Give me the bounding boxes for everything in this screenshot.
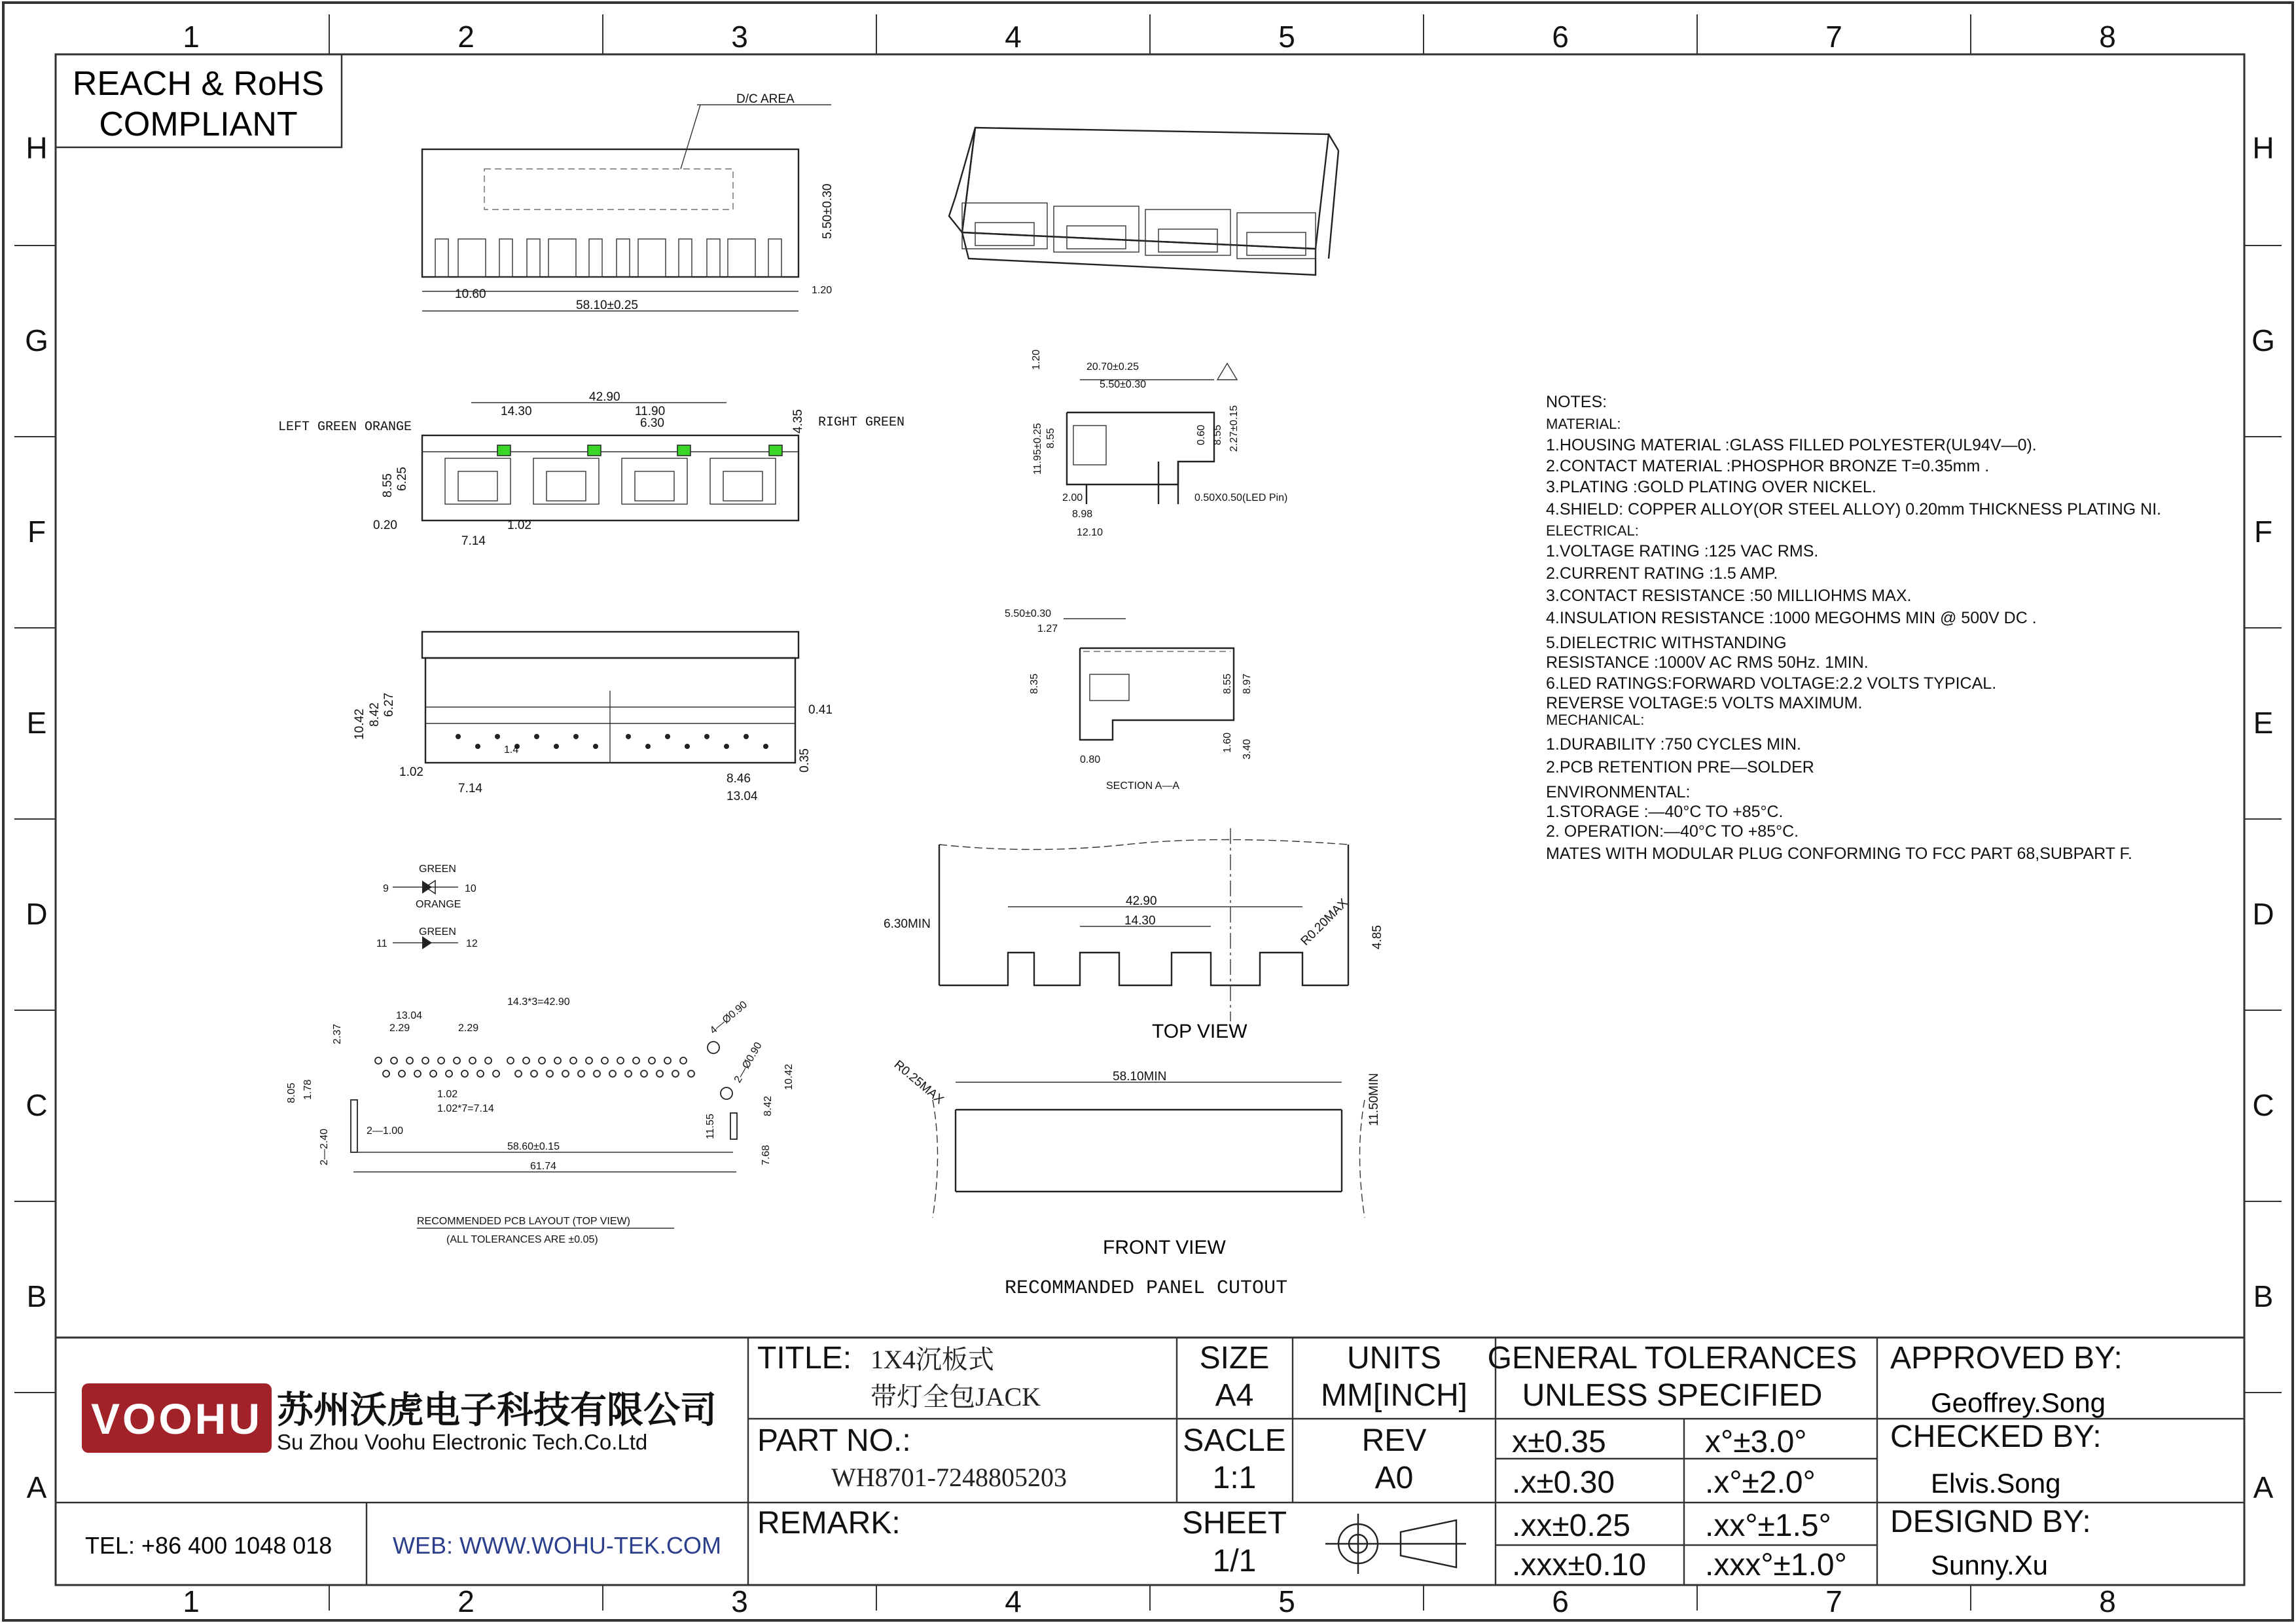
- schematic-green-1: GREEN: [419, 864, 456, 875]
- compliance-line-2: COMPLIANT: [99, 105, 298, 143]
- zone-labels-left: [25, 131, 48, 1504]
- zone-col-8-bottom: 8: [2099, 1584, 2116, 1618]
- designed-by: Sunny.Xu: [1931, 1550, 2049, 1580]
- dim-0-80: 0.80: [1080, 754, 1101, 765]
- pcb-dim-2-2-40: 2—2.40: [319, 1128, 330, 1165]
- notes-line-19: 2. OPERATION:—40°C TO +85°C.: [1546, 822, 1799, 841]
- units-value: MM[INCH]: [1321, 1378, 1467, 1413]
- zone-col-7-bottom: 7: [1825, 1584, 1842, 1618]
- notes-heading: NOTES:: [1546, 393, 1607, 411]
- title-line-1: 1X4沉板式: [870, 1345, 994, 1374]
- sheet-value: 1/1: [1212, 1544, 1257, 1578]
- notes-line-16: 2.PCB RETENTION PRE—SOLDER: [1546, 758, 1814, 776]
- tolerance-linear-0: x±0.35: [1512, 1425, 1606, 1459]
- notes-line-10: 5.DIELECTRIC WITHSTANDING: [1546, 634, 1787, 652]
- panel-dim-6-30: 6.30MIN: [884, 917, 931, 931]
- zone-row-d: D: [26, 897, 48, 931]
- part-no-label: PART NO.:: [757, 1423, 911, 1458]
- view-rear: [353, 632, 833, 803]
- title-line-2: 带灯全包JACK: [870, 1382, 1041, 1412]
- notes-line-7: 2.CURRENT RATING :1.5 AMP.: [1546, 564, 1778, 583]
- checked-by: Elvis.Song: [1931, 1468, 2061, 1499]
- rev-value: A0: [1374, 1461, 1414, 1495]
- panel-dim-14-30: 14.30: [1124, 914, 1156, 928]
- dim-14-30-a: 14.30: [501, 405, 532, 418]
- zone-labels-right: [2251, 131, 2275, 1504]
- designed-label: DESIGND BY:: [1890, 1504, 2091, 1539]
- zone-row-g: G: [25, 323, 48, 357]
- approved-by: Geoffrey.Song: [1931, 1387, 2106, 1418]
- zone-row-h: H: [26, 131, 48, 165]
- section-label: SECTION A—A: [1106, 780, 1180, 792]
- company-tel: TEL: +86 400 1048 018: [85, 1532, 332, 1559]
- title-label: TITLE:: [757, 1341, 852, 1376]
- tolerance-angular-3: .xxx°±1.0°: [1705, 1548, 1847, 1582]
- zone-row-e: E: [26, 706, 47, 740]
- view-panel-top: [884, 828, 1384, 1042]
- dim-8-98: 8.98: [1072, 509, 1093, 520]
- zone-col-3-bottom: 3: [731, 1584, 748, 1618]
- checked-label: CHECKED BY:: [1890, 1419, 2102, 1454]
- zone-row-b: B: [26, 1279, 47, 1313]
- notes-line-6: 1.VOLTAGE RATING :125 VAC RMS.: [1546, 542, 1819, 560]
- outer-border: [3, 3, 2293, 1620]
- dim-1-20-top: 1.20: [812, 285, 833, 296]
- zone-row-e-right: E: [2253, 706, 2274, 740]
- dim-8-46: 8.46: [726, 772, 751, 786]
- led-green-1: [497, 445, 511, 456]
- zone-row-c-right: C: [2252, 1088, 2274, 1122]
- pcb-dim-2-1-00: 2—1.00: [367, 1125, 404, 1137]
- tolerance-linear-2: .xx±0.25: [1512, 1508, 1631, 1543]
- led-green-2: [588, 445, 601, 456]
- zone-col-7: 7: [1825, 20, 1842, 54]
- size-value: A4: [1215, 1378, 1254, 1413]
- pin-1-4-label: 1.4: [504, 744, 519, 756]
- dim-8-35: 8.35: [1029, 673, 1040, 694]
- notes-line-12: 6.LED RATINGS:FORWARD VOLTAGE:2.2 VOLTS TYPICAL.: [1546, 674, 1997, 693]
- dim-2-00: 2.00: [1062, 492, 1083, 503]
- view-front-leds: [278, 390, 905, 548]
- notes-line-17: ENVIRONMENTAL:: [1546, 783, 1691, 801]
- notes-line-15: 1.DURABILITY :750 CYCLES MIN.: [1546, 735, 1801, 754]
- schematic-pin-11: 11: [376, 938, 387, 949]
- left-led-label: LEFT GREEN ORANGE: [278, 420, 412, 435]
- compliance-line-1: REACH & RoHS: [72, 65, 325, 103]
- scale-label: SACLE: [1183, 1423, 1286, 1458]
- tolerance-angular-2: .xx°±1.5°: [1705, 1508, 1831, 1543]
- zone-col-1: 1: [183, 20, 200, 54]
- panel-dim-42-90: 42.90: [1126, 894, 1157, 908]
- pcb-dim-42-90: 14.3*3=42.90: [507, 996, 570, 1008]
- part-no-value: WH8701-7248805203: [831, 1463, 1067, 1492]
- pcb-dim-7-14: 1.02*7=7.14: [437, 1103, 494, 1114]
- dim-6-25: 6.25: [395, 467, 409, 491]
- dim-0-41: 0.41: [808, 703, 833, 717]
- dim-58-10: 58.10±0.25: [576, 299, 638, 312]
- notes-line-0: MATERIAL:: [1546, 416, 1621, 432]
- panel-top-label: TOP VIEW: [1152, 1021, 1247, 1042]
- dim-5-50-side: 5.50±0.30: [1100, 379, 1147, 390]
- dim-6-27: 6.27: [382, 693, 396, 717]
- dim-10-42-rear: 10.42: [353, 708, 367, 740]
- zone-col-2-bottom: 2: [457, 1584, 475, 1618]
- zone-row-f-right: F: [2253, 515, 2273, 549]
- zone-row-h-right: H: [2252, 131, 2274, 165]
- zone-col-3: 3: [731, 20, 748, 54]
- tolerance-angular-1: .x°±2.0°: [1705, 1465, 1816, 1500]
- company-name-cn: 苏州沃虎电子科技有限公司: [277, 1389, 717, 1431]
- zone-col-4-bottom: 4: [1005, 1584, 1022, 1618]
- led-green-4: [769, 445, 782, 456]
- notes-line-18: 1.STORAGE :—40°C TO +85°C.: [1546, 803, 1784, 821]
- led-indicators: [497, 445, 782, 456]
- view-isometric: [949, 128, 1338, 275]
- projection-symbol-icon: [1325, 1514, 1466, 1574]
- dim-10-60: 10.60: [455, 287, 486, 301]
- panel-dim-4-85: 4.85: [1371, 925, 1384, 949]
- company-name-en: Su Zhou Voohu Electronic Tech.Co.Ltd: [277, 1430, 648, 1454]
- zone-row-c: C: [26, 1088, 48, 1122]
- tolerance-heading-2: UNLESS SPECIFIED: [1522, 1378, 1823, 1413]
- schematic-pin-12: 12: [466, 938, 478, 949]
- pcb-layout-subtitle: (ALL TOLERANCES ARE ±0.05): [446, 1234, 598, 1245]
- zone-col-2: 2: [457, 20, 475, 54]
- zone-row-f: F: [27, 515, 46, 549]
- zone-row-a: A: [26, 1470, 47, 1504]
- view-pcb-layout: [286, 996, 795, 1245]
- zone-row-b-right: B: [2253, 1279, 2274, 1313]
- notes-line-20: MATES WITH MODULAR PLUG CONFORMING TO FCC PART 68,SUBPART F.: [1546, 845, 2132, 863]
- dim-11-90: 11.90: [635, 405, 666, 418]
- notes-line-13: REVERSE VOLTAGE:5 VOLTS MAXIMUM.: [1546, 694, 1863, 712]
- rev-label: REV: [1361, 1423, 1427, 1458]
- pcb-dim-11-55: 11.55: [705, 1114, 716, 1139]
- company-web: WEB: WWW.WOHU-TEK.COM: [393, 1532, 721, 1559]
- panel-dim-11-50: 11.50MIN: [1367, 1073, 1381, 1126]
- dim-0-35: 0.35: [798, 748, 812, 773]
- dim-13-04: 13.04: [726, 790, 758, 803]
- dim-led-pin: 0.50X0.50(LED Pin): [1194, 492, 1288, 503]
- dim-20-70: 20.70±0.25: [1086, 361, 1139, 373]
- pcb-dim-58-60: 58.60±0.15: [507, 1141, 560, 1152]
- dim-3-40: 3.40: [1242, 739, 1253, 759]
- pcb-dim-10-42: 10.42: [783, 1063, 795, 1090]
- zone-col-5: 5: [1278, 20, 1295, 54]
- remark-label: REMARK:: [757, 1506, 901, 1541]
- zone-col-8: 8: [2099, 20, 2116, 54]
- notes-line-9: 4.INSULATION RESISTANCE :1000 MEGOHMS MIN @ 500V DC .: [1546, 609, 2037, 627]
- right-led-label: RIGHT GREEN: [818, 415, 905, 430]
- dim-0-60: 0.60: [1196, 424, 1207, 445]
- notes-block: [1546, 393, 2161, 863]
- view-housing-top: [422, 92, 834, 312]
- schematic-green-2: GREEN: [419, 926, 456, 938]
- approved-label: APPROVED BY:: [1890, 1341, 2123, 1376]
- dim-2-27: 2.27±0.15: [1229, 405, 1240, 452]
- zone-col-4: 4: [1005, 20, 1022, 54]
- zone-row-a-right: A: [2253, 1470, 2274, 1504]
- dim-8-55-section: 8.55: [1222, 673, 1233, 694]
- dim-1-20-side: 1.20: [1031, 349, 1042, 370]
- pcb-dim-4-holes: 4—Ø0.90: [708, 999, 750, 1037]
- tolerance-linear-3: .xxx±0.10: [1512, 1548, 1647, 1582]
- notes-line-5: ELECTRICAL:: [1546, 522, 1639, 539]
- dim-1-02-rear: 1.02: [399, 765, 423, 779]
- dim-6-30: 6.30: [640, 416, 664, 430]
- notes-line-1: 1.HOUSING MATERIAL :GLASS FILLED POLYESTER(UL94V—0).: [1546, 436, 2037, 454]
- notes-line-3: 3.PLATING :GOLD PLATING OVER NICKEL.: [1546, 478, 1876, 496]
- pcb-dim-7-68: 7.68: [761, 1144, 772, 1165]
- schematic-orange: ORANGE: [416, 899, 461, 910]
- dim-8-55-a: 8.55: [381, 473, 395, 498]
- dim-5-50-section: 5.50±0.30: [1005, 608, 1052, 619]
- size-label: SIZE: [1199, 1341, 1270, 1376]
- panel-dim-r025: R0.25MAX: [891, 1057, 946, 1107]
- pcb-dim-8-42: 8.42: [762, 1095, 774, 1116]
- dim-4-35: 4.35: [791, 409, 805, 433]
- scale-value: 1:1: [1212, 1461, 1257, 1495]
- zone-col-5-bottom: 5: [1278, 1584, 1295, 1618]
- view-panel-front: [891, 1058, 1381, 1300]
- led-schematic: [376, 864, 478, 949]
- panel-cutout-caption: RECOMMANDED PANEL CUTOUT: [1005, 1277, 1288, 1300]
- view-section-aa: [1005, 608, 1253, 792]
- notes-line-8: 3.CONTACT RESISTANCE :50 MILLIOHMS MAX.: [1546, 587, 1912, 605]
- dim-7-14-a: 7.14: [461, 534, 486, 548]
- dim-0-20: 0.20: [373, 519, 397, 532]
- schematic-pin-10: 10: [465, 883, 476, 894]
- zone-col-6: 6: [1552, 20, 1569, 54]
- dim-12-10: 12.10: [1077, 527, 1103, 538]
- voohu-logo-text: VOOHU: [90, 1395, 263, 1443]
- pcb-dim-2-holes: 2—Ø0.90: [732, 1040, 764, 1085]
- dim-5-50: 5.50±0.30: [821, 183, 834, 239]
- pcb-dim-2-29-b: 2.29: [458, 1023, 479, 1034]
- pcb-layout-title: RECOMMENDED PCB LAYOUT (TOP VIEW): [417, 1216, 630, 1227]
- dim-42-90-a: 42.90: [589, 390, 620, 404]
- dc-area-label: D/C AREA: [736, 92, 795, 106]
- dim-8-55-side-b: 8.55: [1212, 424, 1223, 445]
- tolerance-linear-1: .x±0.30: [1512, 1465, 1615, 1500]
- title-block: [56, 1338, 2244, 1585]
- zone-row-g-right: G: [2251, 323, 2275, 357]
- dim-11-95: 11.95±0.25: [1032, 423, 1043, 475]
- view-side: [1031, 350, 1287, 538]
- zone-col-6-bottom: 6: [1552, 1584, 1569, 1618]
- dim-8-97: 8.97: [1242, 673, 1253, 694]
- tolerance-heading-1: GENERAL TOLERANCES: [1487, 1341, 1857, 1376]
- dim-1-60: 1.60: [1222, 732, 1233, 753]
- panel-dim-r020: R0.20MAX: [1298, 896, 1351, 949]
- notes-line-11: RESISTANCE :1000V AC RMS 50Hz. 1MIN.: [1546, 653, 1869, 672]
- pcb-dim-13-04: 13.04: [396, 1010, 423, 1021]
- panel-front-label: FRONT VIEW: [1103, 1237, 1226, 1258]
- dim-1-02-a: 1.02: [507, 519, 531, 532]
- dim-8-55-side: 8.55: [1045, 428, 1056, 448]
- dim-7-14-rear: 7.14: [458, 782, 482, 795]
- tolerance-angular-0: x°±3.0°: [1705, 1425, 1807, 1459]
- pcb-dim-2-29-a: 2.29: [389, 1023, 410, 1034]
- pcb-dim-2-37: 2.37: [332, 1023, 343, 1044]
- led-green-3: [677, 445, 691, 456]
- notes-line-2: 2.CONTACT MATERIAL :PHOSPHOR BRONZE T=0.35mm .: [1546, 457, 1990, 475]
- units-label: UNITS: [1347, 1341, 1441, 1376]
- schematic-pin-9: 9: [383, 883, 389, 894]
- pcb-dim-1-02: 1.02: [437, 1089, 458, 1100]
- pcb-dim-8-05: 8.05: [286, 1082, 297, 1103]
- notes-line-14: MECHANICAL:: [1546, 712, 1645, 728]
- dim-8-42-rear: 8.42: [368, 702, 382, 727]
- pcb-dim-1-78: 1.78: [302, 1079, 314, 1100]
- panel-dim-58-10: 58.10MIN: [1113, 1070, 1167, 1084]
- zone-col-1-bottom: 1: [183, 1584, 200, 1618]
- zone-row-d-right: D: [2252, 897, 2274, 931]
- notes-line-4: 4.SHIELD: COPPER ALLOY(OR STEEL ALLOY) 0.20mm THICKNESS PLATING NI.: [1546, 500, 2162, 519]
- pcb-dim-61-74: 61.74: [530, 1161, 557, 1172]
- sheet-label: SHEET: [1181, 1506, 1287, 1541]
- compliance-box: [56, 54, 342, 147]
- dim-1-27: 1.27: [1037, 623, 1058, 634]
